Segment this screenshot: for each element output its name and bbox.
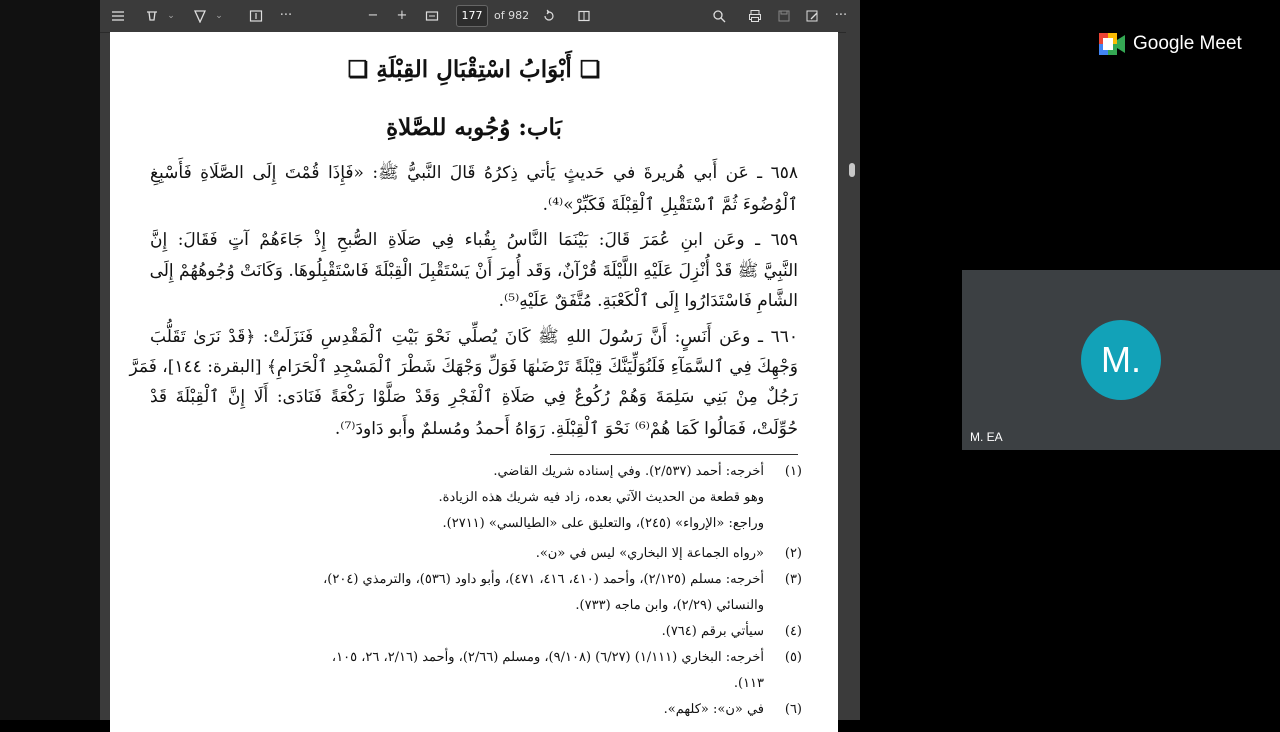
footnote bbox=[160, 650, 802, 665]
meet-brand-text: Google Meet bbox=[1133, 33, 1242, 54]
search-icon[interactable] bbox=[711, 6, 727, 26]
left-background bbox=[0, 0, 100, 720]
footnote bbox=[160, 464, 802, 479]
footnote bbox=[160, 516, 802, 531]
footnote-text: «رواه الجماعة إلا البخاري» ليس في «ن». bbox=[535, 546, 764, 561]
google-meet-logo bbox=[1099, 33, 1242, 55]
text-icon[interactable] bbox=[248, 6, 264, 26]
zoom-out-icon[interactable]: − bbox=[367, 8, 379, 23]
text-line: ٦٥٨ ـ عَن أَبي هُريرةَ في حَديثٍ يَأتي ذِكرُهُ قَالَ النَّبيُّ ﷺ: «فَإِذَا قُمْتَ إِلَى الصَّلَاةِ فَأَسْبِغِ bbox=[150, 163, 798, 183]
footnote-text: سيأتي برقم (٧٦٤). bbox=[661, 624, 764, 639]
highlight-icon[interactable] bbox=[144, 6, 160, 26]
footnote bbox=[160, 702, 802, 717]
pdf-viewer bbox=[100, 0, 860, 720]
text-line: ٦٥٩ ـ وعَن ابنِ عُمَرَ قَالَ: بَيْنَمَا النَّاسُ بِقُباء فِي صَلَاةِ الصُّبحِ إِذْ جَاءَهُمْ آتٍ فَقَالَ: إِنَّ bbox=[150, 230, 798, 250]
text-line: الشَّامِ فَاسْتَدَارُوا إِلَى ٱلْكَعْبَةِ. مُتَّفَقٌ عَلَيْهِ⁽⁵⁾. bbox=[498, 291, 798, 311]
text-line: حُوِّلَتْ، فَمَالُوا كَمَا هُمْ⁽⁶⁾ نَحْوَ ٱلْقِبْلَةِ. رَوَاهُ أَحمدُ ومُسلمٌ وأَبو دَاودَ⁽⁷⁾. bbox=[334, 419, 798, 439]
text-line: النَّبِيَّ ﷺ قَدْ أُنْزِلَ عَلَيْهِ اللَّيْلَةَ قُرْآنٌ، وَقَد أُمِرَ أَنْ يَسْتَقْبِلَ الْقِبْلَةَ فَاسْتَقْبِلُوهَا. وَكَانَتْ وُجُوهُهُمْ إِلَى bbox=[149, 261, 798, 281]
save-as-icon[interactable] bbox=[804, 6, 820, 26]
footnote bbox=[160, 546, 802, 561]
chevron-down-icon[interactable]: ⌄ bbox=[215, 11, 223, 21]
fit-page-icon[interactable] bbox=[424, 6, 440, 26]
scrollbar-thumb[interactable] bbox=[849, 163, 855, 177]
participant-name: M. EA bbox=[970, 430, 1003, 444]
footnote-text: في «ن»: «كلهم». bbox=[663, 702, 764, 717]
footnote bbox=[160, 624, 802, 639]
print-icon[interactable] bbox=[747, 6, 763, 26]
footnote-number: (٥) bbox=[784, 650, 802, 665]
page-total: of 982 bbox=[494, 9, 530, 22]
more-icon[interactable]: ··· bbox=[279, 8, 293, 23]
save-icon[interactable] bbox=[776, 6, 792, 26]
footnote-text: وراجع: «الإرواء» (٢٤٥)، والتعليق على «الطيالسي» (٢٧١١). bbox=[442, 516, 764, 531]
meet-camera-icon bbox=[1099, 33, 1125, 55]
footnote-number: (١) bbox=[784, 464, 802, 479]
footnote-text: ١١٣). bbox=[733, 676, 764, 691]
chevron-down-icon[interactable]: ⌄ bbox=[167, 11, 175, 21]
footnote-text: والنسائي (٢/٢٩)، وابن ماجه (٧٣٣). bbox=[575, 598, 764, 613]
page-view-icon[interactable] bbox=[576, 6, 592, 26]
zoom-in-icon[interactable]: + bbox=[396, 8, 408, 23]
more-icon[interactable]: ··· bbox=[834, 8, 848, 23]
participant-tile[interactable] bbox=[962, 270, 1280, 450]
footnote-text: أخرجه: مسلم (٢/١٢٥)، وأحمد (٤١٠، ٤١٦، ٤٧١)، وأبو داود (٥٣٦)، والترمذي (٢٠٤)، bbox=[323, 572, 764, 587]
text-line: ٱلْوُضُوءَ ثُمَّ ٱسْتَقْبِلِ ٱلْقِبْلَةَ فَكَبِّرْ»⁽⁴⁾. bbox=[542, 195, 798, 215]
text-line: ٦٦٠ ـ وعَن أَنَسٍ: أَنَّ رَسُولَ اللهِ ﷺ كَانَ يُصلِّي نَحْوَ بَيْتِ ٱلْمَقْدِسِ فَنَزَلَتْ: ﴿قَدْ نَرَىٰ تَقَلُّبَ bbox=[150, 327, 798, 347]
text-line: رَجُلٌ مِنْ بَنِي سَلِمَةَ وَهُمْ رُكُوعٌ فِي صَلَاةِ ٱلْفَجْرِ وَقَدْ صَلَّوْا رَكْعَةً فَنَادَى: أَلَا إِنَّ ٱلْقِبْلَةَ قَدْ bbox=[150, 387, 798, 407]
scrollbar[interactable] bbox=[846, 32, 860, 720]
page-number-input[interactable]: 177 bbox=[456, 5, 488, 27]
footnote-number: (٤) bbox=[784, 624, 802, 639]
footnote bbox=[160, 676, 802, 691]
section-heading: ❏ أَبْوَابُ اسْتِقْبَالِ القِبْلَةِ ❏ bbox=[347, 56, 601, 83]
avatar: M. bbox=[1081, 320, 1161, 400]
draw-icon[interactable] bbox=[192, 6, 208, 26]
footnote-number: (٢) bbox=[784, 546, 802, 561]
text-line: وَجْهِكَ فِي ٱلسَّمَآءِ فَلَنُوَلِّيَنَّكَ قِبْلَةً تَرْضَىٰهَا فَوَلِّ وَجْهَكَ شَطْرَ ٱلْمَسْجِدِ ٱلْحَرَامِ﴾ [البقرة: ١٤٤]، فَمَرَّ bbox=[129, 357, 798, 377]
footnote-number: (٣) bbox=[784, 572, 802, 587]
chapter-heading: بَاب: وُجُوبه للصَّلاةِ bbox=[386, 114, 562, 141]
pdf-toolbar bbox=[100, 0, 860, 33]
footnote bbox=[160, 490, 802, 505]
footnote-separator bbox=[550, 454, 798, 455]
footnote-text: أخرجه: البخاري (١/١١١) (٦/٢٧) (٩/١٠٨)، ومسلم (٢/٦٦)، وأحمد (٢/١٦، ٢٦، ١٠٥، bbox=[331, 650, 764, 665]
footnote-number: (٦) bbox=[784, 702, 802, 717]
footnote bbox=[160, 598, 802, 613]
rotate-icon[interactable] bbox=[541, 6, 557, 26]
footnote bbox=[160, 572, 802, 587]
footnote-text: وهو قطعة من الحديث الآتي بعده، زاد فيه شريك هذه الزيادة. bbox=[438, 490, 764, 505]
footnote-text: أخرجه: أحمد (٢/٥٣٧). وفي إسناده شريك القاضي. bbox=[493, 464, 764, 479]
pdf-page bbox=[110, 32, 838, 732]
menu-icon[interactable] bbox=[108, 6, 128, 26]
